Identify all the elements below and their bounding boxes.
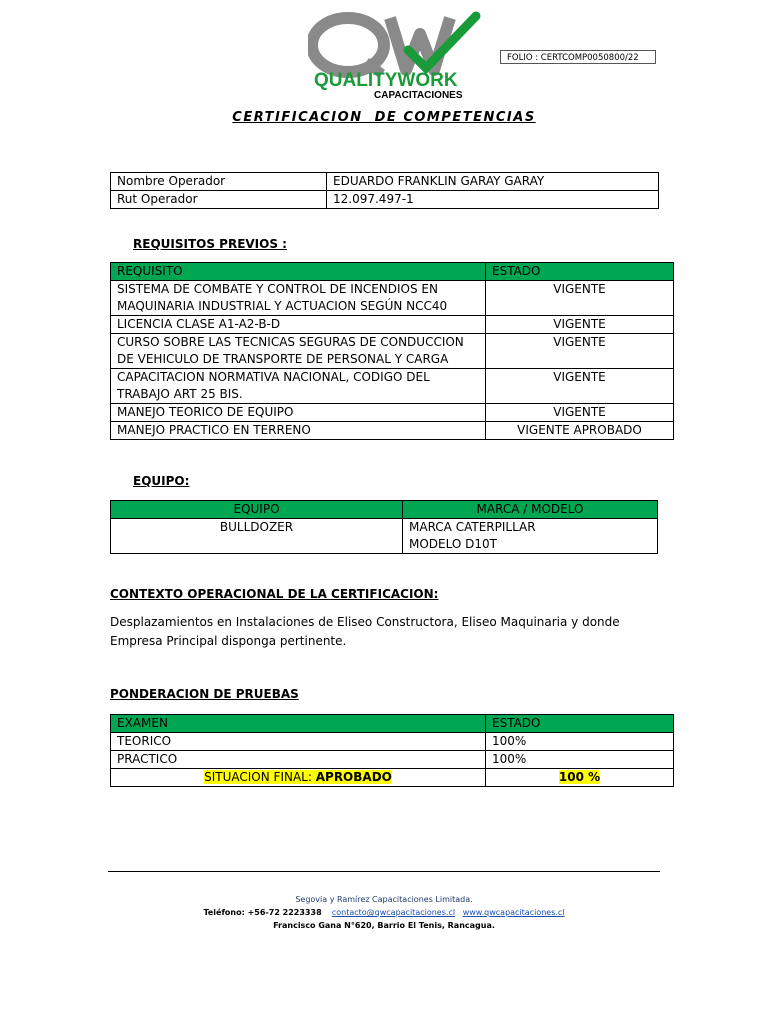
estado-cell: VIGENTE <box>486 316 674 334</box>
table-header-row <box>111 501 658 519</box>
operator-name-value: EDUARDO FRANKLIN GARAY GARAY <box>327 173 659 191</box>
ponderacion-table <box>110 714 674 787</box>
table-row <box>111 733 674 751</box>
operator-name-label: Nombre Operador <box>111 173 327 191</box>
folio-box: FOLIO : CERTCOMP0050800/22 <box>500 50 656 64</box>
table-row <box>111 422 674 440</box>
equipo-marca: MARCA CATERPILLAR <box>409 520 536 534</box>
table-row <box>111 173 659 191</box>
table-row <box>111 191 659 209</box>
contexto-heading: CONTEXTO OPERACIONAL DE LA CERTIFICACION: <box>110 587 439 601</box>
col-estado: ESTADO <box>486 715 674 733</box>
brand-sub: CAPACITACIONES <box>374 90 463 101</box>
equipo-heading: EQUIPO: <box>133 474 190 488</box>
table-row <box>111 369 674 404</box>
table-row <box>111 334 674 369</box>
requisito-cell: CURSO SOBRE LAS TECNICAS SEGURAS DE CONDUCCION DE VEHICULO DE TRANSPORTE DE PERSONAL Y CARGA <box>111 334 486 369</box>
ponderacion-heading: PONDERACION DE PRUEBAS <box>110 687 299 701</box>
table-row <box>111 281 674 316</box>
final-situation-cell <box>111 769 486 787</box>
estado-cell: VIGENTE <box>486 369 674 404</box>
table-header-row <box>111 263 674 281</box>
brand-quality: QUALITY <box>314 70 398 91</box>
equipo-marca-modelo <box>403 519 658 554</box>
estado-cell: VIGENTE <box>486 404 674 422</box>
footer-phone: Teléfono: +56-72 2223338 <box>203 908 322 917</box>
final-row <box>111 769 674 787</box>
table-row <box>111 404 674 422</box>
requisito-cell: MANEJO PRACTICO EN TERRENO <box>111 422 486 440</box>
contexto-text: Desplazamientos en Instalaciones de Eliseo Constructora, Eliseo Maquinaria y donde Empresa Principal disponga pertinente. <box>110 615 620 648</box>
col-marca: MARCA / MODELO <box>403 501 658 519</box>
col-equipo: EQUIPO <box>111 501 403 519</box>
footer-web-link[interactable]: www.qwcapacitaciones.cl <box>462 908 565 917</box>
examen-cell: PRACTICO <box>111 751 486 769</box>
estado-cell: VIGENTE APROBADO <box>486 422 674 440</box>
requisitos-heading: REQUISITOS PREVIOS : <box>133 237 287 251</box>
estado-cell: VIGENTE <box>486 281 674 316</box>
company-logo <box>308 10 488 102</box>
operator-rut-value: 12.097.497-1 <box>327 191 659 209</box>
final-pct: 100 % <box>558 770 601 784</box>
equipo-table <box>110 500 658 554</box>
estado-cell: VIGENTE <box>486 334 674 369</box>
footer-contact-line <box>0 908 768 917</box>
footer-email-link[interactable]: contacto@qwcapacitaciones.cl <box>331 908 456 917</box>
table-header-row <box>111 715 674 733</box>
col-estado: ESTADO <box>486 263 674 281</box>
operator-rut-label: Rut Operador <box>111 191 327 209</box>
requisito-cell: CAPACITACION NORMATIVA NACIONAL, CODIGO DEL TRABAJO ART 25 BIS. <box>111 369 486 404</box>
col-requisito: REQUISITO <box>111 263 486 281</box>
requisito-cell: MANEJO TEORICO DE EQUIPO <box>111 404 486 422</box>
examen-cell: TEORICO <box>111 733 486 751</box>
operator-table <box>110 172 659 209</box>
final-value: APROBADO <box>315 770 392 784</box>
table-row <box>111 519 658 554</box>
table-row <box>111 751 674 769</box>
footer-company: Segovia y Ramírez Capacitaciones Limitada. <box>295 895 473 904</box>
footer-divider <box>108 871 660 872</box>
table-row <box>111 316 674 334</box>
estado-cell: 100% <box>486 751 674 769</box>
equipo-name: BULLDOZER <box>111 519 403 554</box>
col-examen: EXAMEN <box>111 715 486 733</box>
final-label: SITUACION FINAL: <box>204 770 312 784</box>
footer-address: Francisco Gana N°620, Barrio El Tenis, Rancagua. <box>273 921 495 930</box>
equipo-modelo: MODELO D10T <box>409 537 497 551</box>
estado-cell: 100% <box>486 733 674 751</box>
requisito-cell: SISTEMA DE COMBATE Y CONTROL DE INCENDIOS EN MAQUINARIA INDUSTRIAL Y ACTUACION SEGÚN NCC40 <box>111 281 486 316</box>
final-pct-cell <box>486 769 674 787</box>
requisitos-table <box>110 262 674 440</box>
requisito-cell: LICENCIA CLASE A1-A2-B-D <box>111 316 486 334</box>
brand-work: WORK <box>397 70 458 91</box>
document-title: CERTIFICACION DE COMPETENCIAS <box>232 110 536 125</box>
